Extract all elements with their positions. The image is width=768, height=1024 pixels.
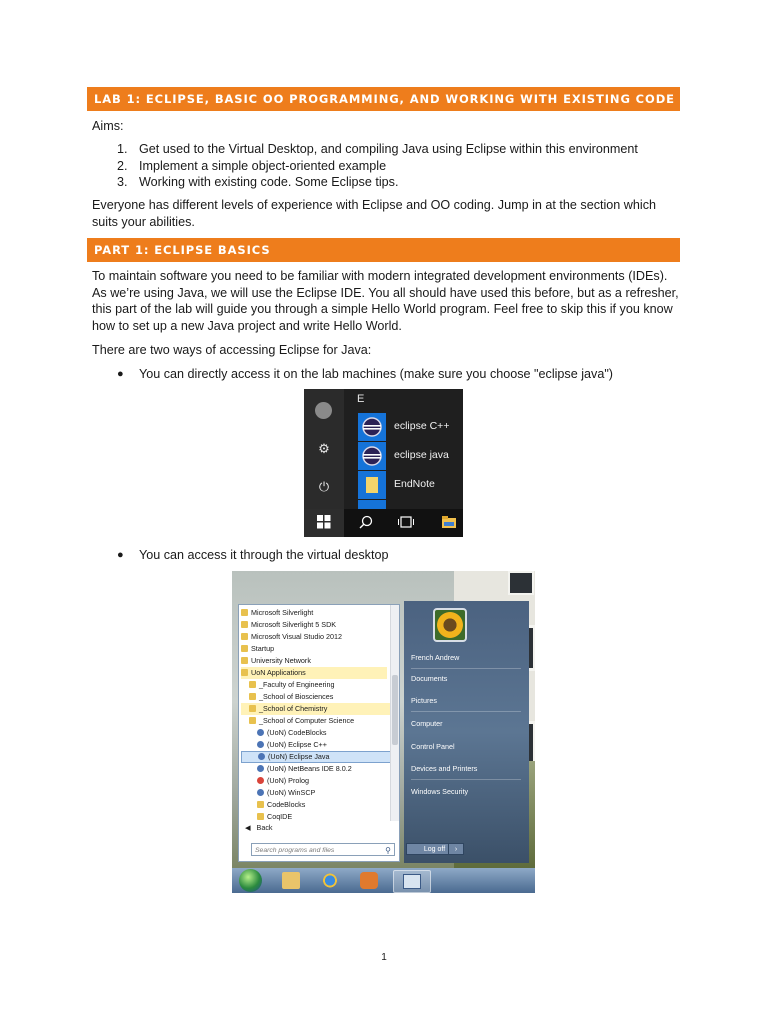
- program-label: _Faculty of Engineering: [259, 680, 335, 689]
- program-label: Microsoft Visual Studio 2012: [251, 632, 342, 641]
- folder-icon: [249, 681, 256, 688]
- folder-icon: [241, 609, 248, 616]
- folder-icon: [241, 669, 248, 676]
- power-icon: ⏻: [318, 479, 330, 494]
- endnote-icon: [358, 471, 386, 499]
- bullet-item: ● You can directly access it on the lab machines (make sure you choose "eclipse java"): [117, 367, 613, 381]
- search-icon: ⚲: [385, 846, 391, 855]
- program-label: _School of Chemistry: [259, 704, 328, 713]
- folder-icon: [249, 693, 256, 700]
- folder-icon: [257, 813, 264, 820]
- folder-icon: [241, 633, 248, 640]
- eclipse-icon: [358, 442, 386, 470]
- folder-icon: [257, 801, 264, 808]
- eclipse-icon: [358, 413, 386, 441]
- task-view-icon: [398, 515, 414, 531]
- file-explorer-icon: [441, 515, 457, 531]
- aims-list-item: 3. Working with existing code. Some Eclipse tips.: [117, 175, 399, 189]
- right-separator: [411, 711, 521, 712]
- folder-icon: [249, 717, 256, 724]
- win10-taskbar: [304, 509, 463, 537]
- start-item-eclipse-cpp: eclipse C++: [358, 413, 463, 441]
- program-label: (UoN) CodeBlocks: [267, 728, 327, 737]
- shutdown-arrow-icon: ›: [448, 843, 464, 855]
- search-icon: [358, 515, 374, 531]
- program-list-item: [241, 607, 313, 619]
- right-link: Pictures: [411, 696, 437, 705]
- program-list-item: [241, 715, 354, 727]
- aims-label: Aims:: [92, 119, 124, 133]
- program-label: _School of Computer Science: [259, 716, 355, 725]
- start-item-eclipse-java: eclipse java: [358, 442, 463, 470]
- program-list-item: [241, 775, 309, 787]
- program-list-item: [241, 691, 333, 703]
- program-label: _School of Biosciences: [259, 692, 334, 701]
- application-icon: [258, 753, 265, 760]
- program-label: (UoN) NetBeans IDE 8.0.2: [267, 764, 352, 773]
- program-label: CoqIDE: [267, 812, 293, 821]
- folder-icon: [241, 657, 248, 664]
- start-item-endnote: EndNote: [358, 471, 463, 499]
- program-list-item: [241, 667, 387, 679]
- windows-icon: [316, 515, 332, 531]
- program-list-item: [241, 643, 274, 655]
- program-list-item: [241, 787, 315, 799]
- program-label: Startup: [251, 644, 275, 653]
- right-panel: [404, 601, 529, 863]
- folder-icon: [241, 645, 248, 652]
- right-link: Windows Security: [411, 787, 469, 796]
- program-list-item: [241, 679, 335, 691]
- start-item-partial: [358, 500, 463, 509]
- program-label: University Network: [251, 656, 311, 665]
- bullet-dot-icon: ●: [117, 549, 124, 561]
- right-link: Documents: [411, 674, 448, 683]
- group-letter: E: [357, 393, 365, 405]
- win7-start-menu-screenshot: [232, 571, 535, 893]
- program-list-item: [241, 631, 342, 643]
- programs-scrollbar: [390, 605, 399, 821]
- part1-title-banner: PART 1: ECLIPSE BASICS: [87, 238, 680, 262]
- program-list-item: [241, 655, 311, 667]
- program-list-item: [241, 811, 292, 823]
- app-tile-icon: [358, 500, 386, 509]
- right-separator: [411, 779, 521, 780]
- internet-explorer-icon: [321, 872, 339, 889]
- application-icon: [257, 789, 264, 796]
- aims-list-item: 2. Implement a simple object-oriented example: [117, 158, 387, 173]
- aims-list: [117, 141, 638, 191]
- log-off-button: Log off: [406, 843, 463, 855]
- intro-paragraph: Everyone has different levels of experience with Eclipse and OO coding. Jump in at the section which suits your abilities.: [92, 198, 656, 229]
- program-list-item: [241, 739, 327, 751]
- right-link: Devices and Printers: [411, 764, 478, 773]
- program-label: (UoN) Prolog: [267, 776, 309, 785]
- page-number: 1: [381, 952, 387, 963]
- folder-icon: [241, 621, 248, 628]
- application-icon: [257, 765, 264, 772]
- program-label: (UoN) Eclipse Java: [268, 752, 330, 761]
- win10-start-menu-screenshot: [304, 389, 463, 537]
- access-intro: There are two ways of accessing Eclipse for Java:: [92, 343, 372, 357]
- programs-panel: [238, 604, 400, 862]
- start-orb-icon: [239, 869, 262, 892]
- right-separator: [411, 668, 521, 669]
- program-label: (UoN) Eclipse C++: [267, 740, 327, 749]
- search-input: Search programs and files ⚲: [251, 843, 395, 856]
- program-list-item: [241, 799, 305, 811]
- taskbar-active-app: [393, 870, 431, 893]
- program-label: Microsoft Silverlight 5 SDK: [251, 620, 337, 629]
- right-link: French Andrew: [411, 653, 460, 662]
- win7-taskbar: [232, 868, 535, 893]
- right-link: Computer: [411, 719, 443, 728]
- settings-icon: ⚙: [318, 441, 330, 456]
- scrollbar-thumb: [392, 675, 398, 745]
- program-list-item: [241, 703, 395, 715]
- program-label: Microsoft Silverlight: [251, 608, 314, 617]
- application-icon: [257, 741, 264, 748]
- user-icon: [315, 402, 332, 419]
- program-list-item: [241, 751, 391, 763]
- program-label: CodeBlocks: [267, 800, 306, 809]
- part1-paragraph: To maintain software you need to be familiar with modern integrated development environments (IDEs). As we’re using Java, we will use the Eclipse IDE. You all should have used this before, but as a refresher, this part of the lab will guide you through a simple Hello World program. Feel free to skip this if you know how to set up a new Java project and write Hello World.: [92, 269, 679, 333]
- right-link: Control Panel: [411, 742, 455, 751]
- back-arrow-icon: ◀: [245, 823, 251, 832]
- application-icon: [257, 777, 264, 784]
- application-icon: [257, 729, 264, 736]
- building-window: [508, 571, 534, 595]
- media-player-icon: [360, 872, 378, 889]
- folder-icon: [249, 705, 256, 712]
- aims-list-item: 1. Get used to the Virtual Desktop, and compiling Java using Eclipse within this environment: [117, 142, 638, 156]
- start-rail: [304, 389, 344, 509]
- program-label: (UoN) WinSCP: [267, 788, 316, 797]
- program-list-item: [241, 619, 336, 631]
- bullet-dot-icon: ●: [117, 368, 124, 380]
- program-list-item: [241, 727, 327, 739]
- bullet-item: ● You can access it through the virtual desktop: [117, 548, 389, 562]
- back-link: ◀ Back: [245, 823, 273, 832]
- file-explorer-icon: [282, 872, 300, 889]
- window-icon: [403, 874, 421, 889]
- lab-title-banner: LAB 1: ECLIPSE, BASIC OO PROGRAMMING, AND WORKING WITH EXISTING CODE: [87, 87, 680, 111]
- program-list-item: [241, 763, 352, 775]
- program-label: UoN Applications: [251, 668, 306, 677]
- user-picture-icon: [433, 608, 467, 642]
